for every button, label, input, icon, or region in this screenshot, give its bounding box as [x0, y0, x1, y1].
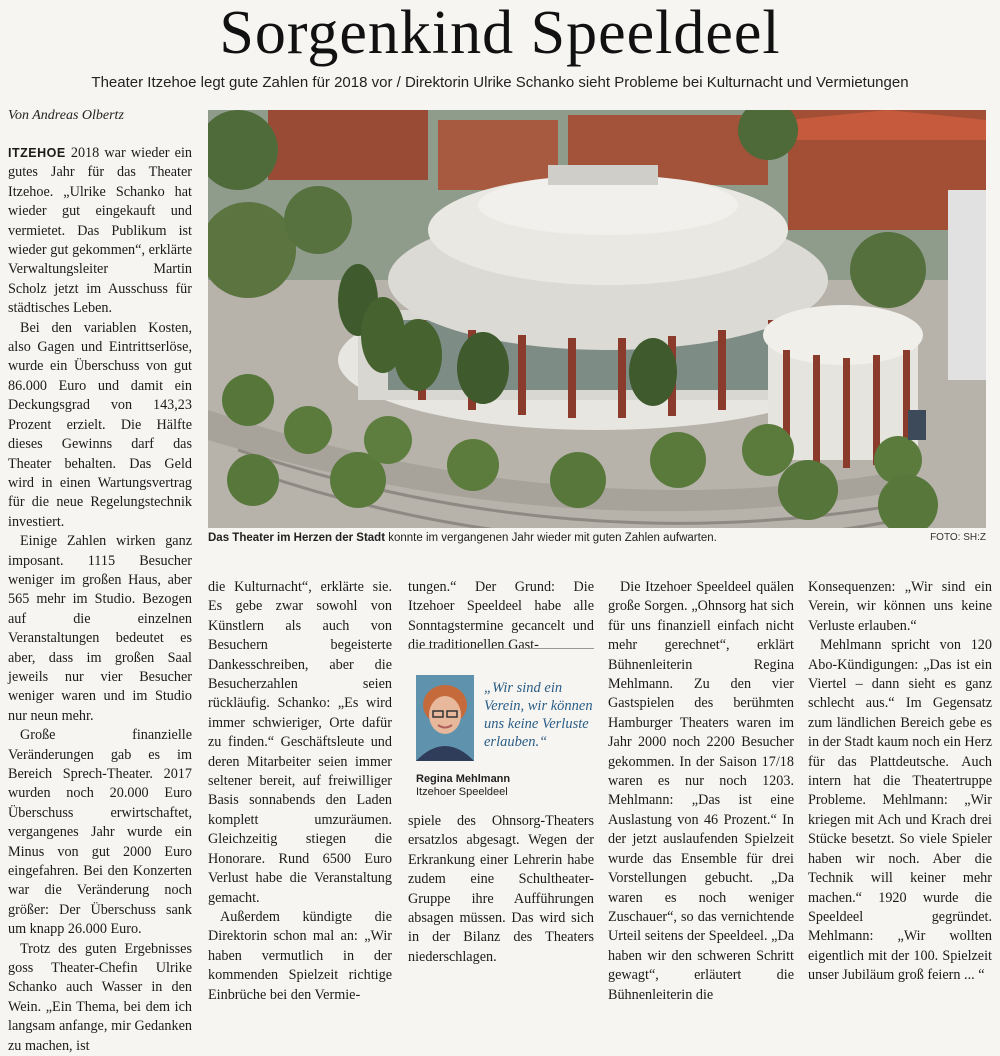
headline: Sorgenkind Speeldeel [219, 0, 781, 67]
column-4 [608, 578, 794, 1005]
paragraph [8, 144, 192, 319]
subheadline: Theater Itzehoe legt gute Zahlen für 2018 vor / Direktorin Ulrike Schanko sieht Probleme bei Kulturnacht und Vermietungen [91, 74, 909, 91]
pull-quote: „Wir sind ein Verein, wir können uns keine Verluste erlauben.“ [484, 680, 593, 750]
byline: Von Andreas Olbertz [8, 108, 124, 123]
paragraph: spiele des Ohnsorg-Theaters ersatzlos abgesagt. Wegen der Erkrankung einer Lehrerin habe zudem eine Schultheater-Gruppe ihre Aufführungen absagen müssen. Das wird sich in der Bilanz des Theaters niederschlagen. [408, 813, 594, 965]
paragraph: Die Itzehoer Speeldeel quälen große Sorgen. „Ohnsorg hat sich für uns finanziell einfach nicht mehr gerechnet“, erklärt Bühnenleiterin Regina Mehlmann. Zu den vier Gastspielen des berühmten Hamburger Theaters waren im Jahr 2000 noch 2200 Besucher gekommen. In der Saison 17/18 waren es nur noch 1203. Mehlmann: „Das ist eine Auslastung von 46 Prozent.“ In der jetzt auslaufenden Spielzeit wurde das Ensemble für drei Vorstellungen gebucht. „Da waren es noch weniger Zuschauer“, so das vernichtende Urteil seitens der Speeldeel. „Da haben wir den schweren Schritt gewagt“, erläutert die Bühnenleiterin die [608, 579, 794, 1003]
photo-credit: FOTO: SH:Z [930, 532, 986, 543]
column-3-bottom [408, 812, 594, 967]
dateline: ITZEHOE [8, 146, 66, 160]
paragraph: Große finanzielle Veränderungen gab es im Bereich Sprech-Theater. 2017 wurden noch 20.000 Euro Überschuss erwirtschaftet, vergangenes Jahr wurde ein Minus von gut 2000 Euro eingefahren. Bei den Konzerten war die Veränderung noch größer: Der Überschuss sank um knapp 26.000 Euro. [8, 727, 192, 938]
column-1 [8, 144, 192, 1056]
quote-role: Itzehoer Speeldeel [416, 786, 508, 798]
paragraph: Bei den variablen Kosten, also Gagen und Eintrittserlöse, wurde ein Überschuss von gut 86.000 Euro und damit ein Deckungsgrad von 143,23 Prozent erzielt. Die Hälfte dieses Gewinns darf das Theater behalten. Das Geld wird in einen Wartungsvertrag für die neue Regelungstechnik investiert. [8, 319, 192, 530]
quote-box [408, 648, 594, 805]
portrait-photo [416, 675, 474, 761]
paragraph-text: 2018 war wieder ein gutes Jahr für das Theater Itzehoe. „Ulrike Schanko hat wieder gut eingekauft und vermietet. Das Publikum ist wieder gut gekommen“, erklärte Verwaltungsleiter Martin Scholz jetzt im Ausschuss für städtisches Leben. [8, 145, 192, 317]
paragraph: die Kulturnacht“, erklärte sie. Es gebe zwar sowohl von Künstlern als auch von Besuchern begeisterte Dankesschreiben, aber die Besucherzahlen seien rückläufig. Schanko: „Es wird immer schwieriger, Orte dafür zu finden.“ Geschäftsleute und deren Mitarbeiter seien immer seltener bereit, auf freiwilliger Basis sonnabends den Laden komplett umzuräumen. Gleichzeitig stiegen die Honorare. Rund 6500 Euro Verlust habe die Veranstaltung gemacht. [208, 579, 392, 906]
paragraph: Mehlmann spricht von 120 Abo-Kündigungen: „Das ist ein Viertel – dann sieht es ganz schlecht aus.“ Im Gegensatz zum ländlichen Bereich gebe es in der Stadt kaum noch ein Herz für das Plattdeutsche. Auch intern hat die Theatertruppe Probleme. Mehlmann: „Wir kriegen mit Ach und Krach drei Stücke besetzt. So viele Spieler haben wir noch. Aber die Technik will keiner mehr machen.“ 1920 wurde die Speeldeel gegründet. Mehlmann: „Wir wollten eigentlich mit der 100. Spielzeit unser Jubiläum groß feiern ... “ [808, 637, 992, 984]
quote-name: Regina Mehlmann [416, 773, 511, 785]
quote-attribution [416, 773, 510, 799]
caption-text: konnte im vergangenen Jahr wieder mit guten Zahlen aufwarten. [385, 532, 717, 544]
caption-bold: Das Theater im Herzen der Stadt [208, 532, 386, 544]
paragraph: Außerdem kündigte die Direktorin schon mal an: „Wir haben vermutlich in der kommenden Spielzeit richtige Einbrüche bei den Vermie- [208, 908, 392, 1003]
theater-photo [208, 110, 986, 528]
paragraph: Konsequenzen: „Wir sind ein Verein, wir können uns keine Verluste erlauben.“ [808, 579, 992, 634]
column-3-top [408, 578, 594, 656]
paragraph: Trotz des guten Ergebnisses goss Theater-Chefin Ulrike Schanko auch Wasser in den Wein. „Ein Thema, bei dem ich langsam anfange, mir Gedanken zu machen, ist [8, 940, 192, 1054]
paragraph: Einige Zahlen wirken ganz imposant. 1115 Besucher weniger im großen Haus, aber 565 mehr im Studio. Bezogen auf die einzelnen Veranstaltungen bedeutet es aber, dass im großen Saal jeweils nur vier Besucher weniger waren und im Studio nur neun mehr. [8, 533, 192, 724]
column-5 [808, 578, 992, 986]
paragraph: tungen.“ Der Grund: Die Itzehoer Speeldeel habe alle Sonntagstermine gecancelt und die traditionellen Gast- [408, 579, 594, 654]
photo-caption [208, 532, 986, 544]
column-2 [208, 578, 392, 1005]
